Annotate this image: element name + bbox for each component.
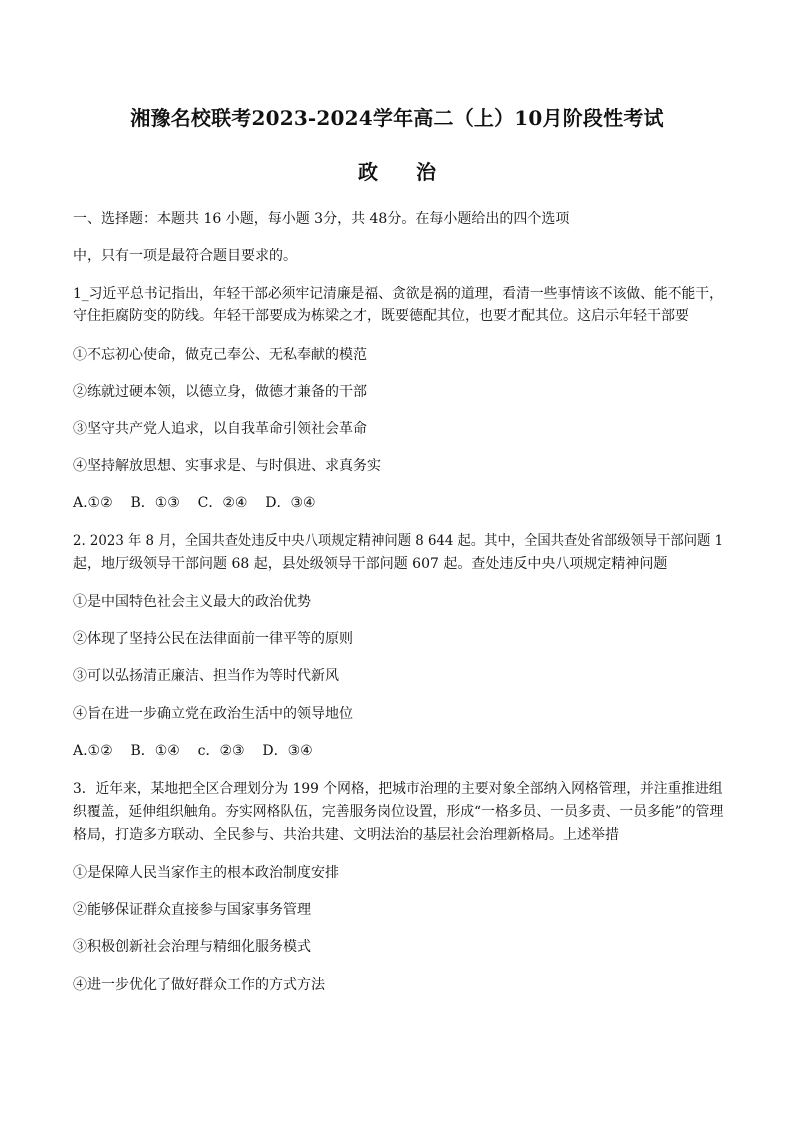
q1-stem-line-1: 1_习近平总书记指出，年轻干部必须牢记清廉是福、贪欲是祸的道理，看清一些事情该不该做、能不能干， — [73, 286, 723, 302]
q3-stem-line-3: 格局，打造多方联动、全民参与、共治共建、文明法治的基层社会治理新格局。上述举措 — [73, 827, 619, 843]
q1-option-1: ①不忘初心使命，做克己奉公、无私奉献的模范 — [73, 347, 367, 363]
q1-answer-choices: A.①② B．①③ C．②④ D．③④ — [73, 495, 316, 511]
instructions-line-2: 中，只有一项是最符合题目要求的。 — [73, 248, 297, 264]
q2-answer-choices: A.①② B．①④ c．②③ D．③④ — [73, 743, 313, 759]
q3-option-4: ④进一步优化了做好群众工作的方式方法 — [73, 977, 325, 993]
q2-option-2: ②体现了坚持公民在法律面前一律平等的原则 — [73, 631, 353, 647]
q1-option-4: ④坚持解放思想、实事求是、与时俱进、求真务实 — [73, 458, 381, 474]
q3-stem-line-2: 织覆盖，延伸组织触角。夯实网格队伍，完善服务岗位设置，形成“一格多员、一员多责、一员多能”的管理 — [73, 804, 724, 820]
instructions-line-1: 一、选择题：本题共 16 小题，每小题 3分，共 48分。在每小题给出的四个选项 — [73, 211, 570, 227]
q1-option-3: ③坚守共产党人追求，以自我革命引领社会革命 — [73, 421, 367, 437]
q2-option-3: ③可以弘扬清正廉洁、担当作为等时代新风 — [73, 668, 339, 684]
q3-stem-line-1: 3．近年来，某地把全区合理划分为 199 个网格，把城市治理的主要对象全部纳入网格管理，并注重推进组 — [73, 781, 723, 797]
q2-option-4: ④旨在进一步确立党在政治生活中的领导地位 — [73, 706, 353, 722]
q1-option-2: ②练就过硬本领，以德立身，做德才兼备的干部 — [73, 384, 367, 400]
q2-stem-line-2: 起，地厅级领导干部问题 68 起，县处级领导干部问题 607 起。查处违反中央八项规定精神问题 — [73, 556, 668, 572]
q2-option-1: ①是中国特色社会主义最大的政治优势 — [73, 594, 311, 610]
q2-stem-line-1: 2. 2023 年 8 月，全国共查处违反中央八项规定精神问题 8 644 起。其中，全国共查处省部级领导干部问题 1 — [73, 533, 724, 549]
q3-option-2: ②能够保证群众直接参与国家事务管理 — [73, 902, 311, 918]
q3-option-1: ①是保障人民当家作主的根本政治制度安排 — [73, 865, 339, 881]
q1-stem-line-2: 守住拒腐防变的防线。年轻干部要成为栋梁之才，既要德配其位，也要才配其位。这启示年轻干部要 — [73, 308, 689, 324]
q3-option-3: ③积极创新社会治理与精细化服务模式 — [73, 939, 311, 955]
subject-title: 政治 — [358, 160, 474, 184]
exam-title: 湘豫名校联考2023-2024学年高二（上）10月阶段性考试 — [130, 106, 664, 130]
